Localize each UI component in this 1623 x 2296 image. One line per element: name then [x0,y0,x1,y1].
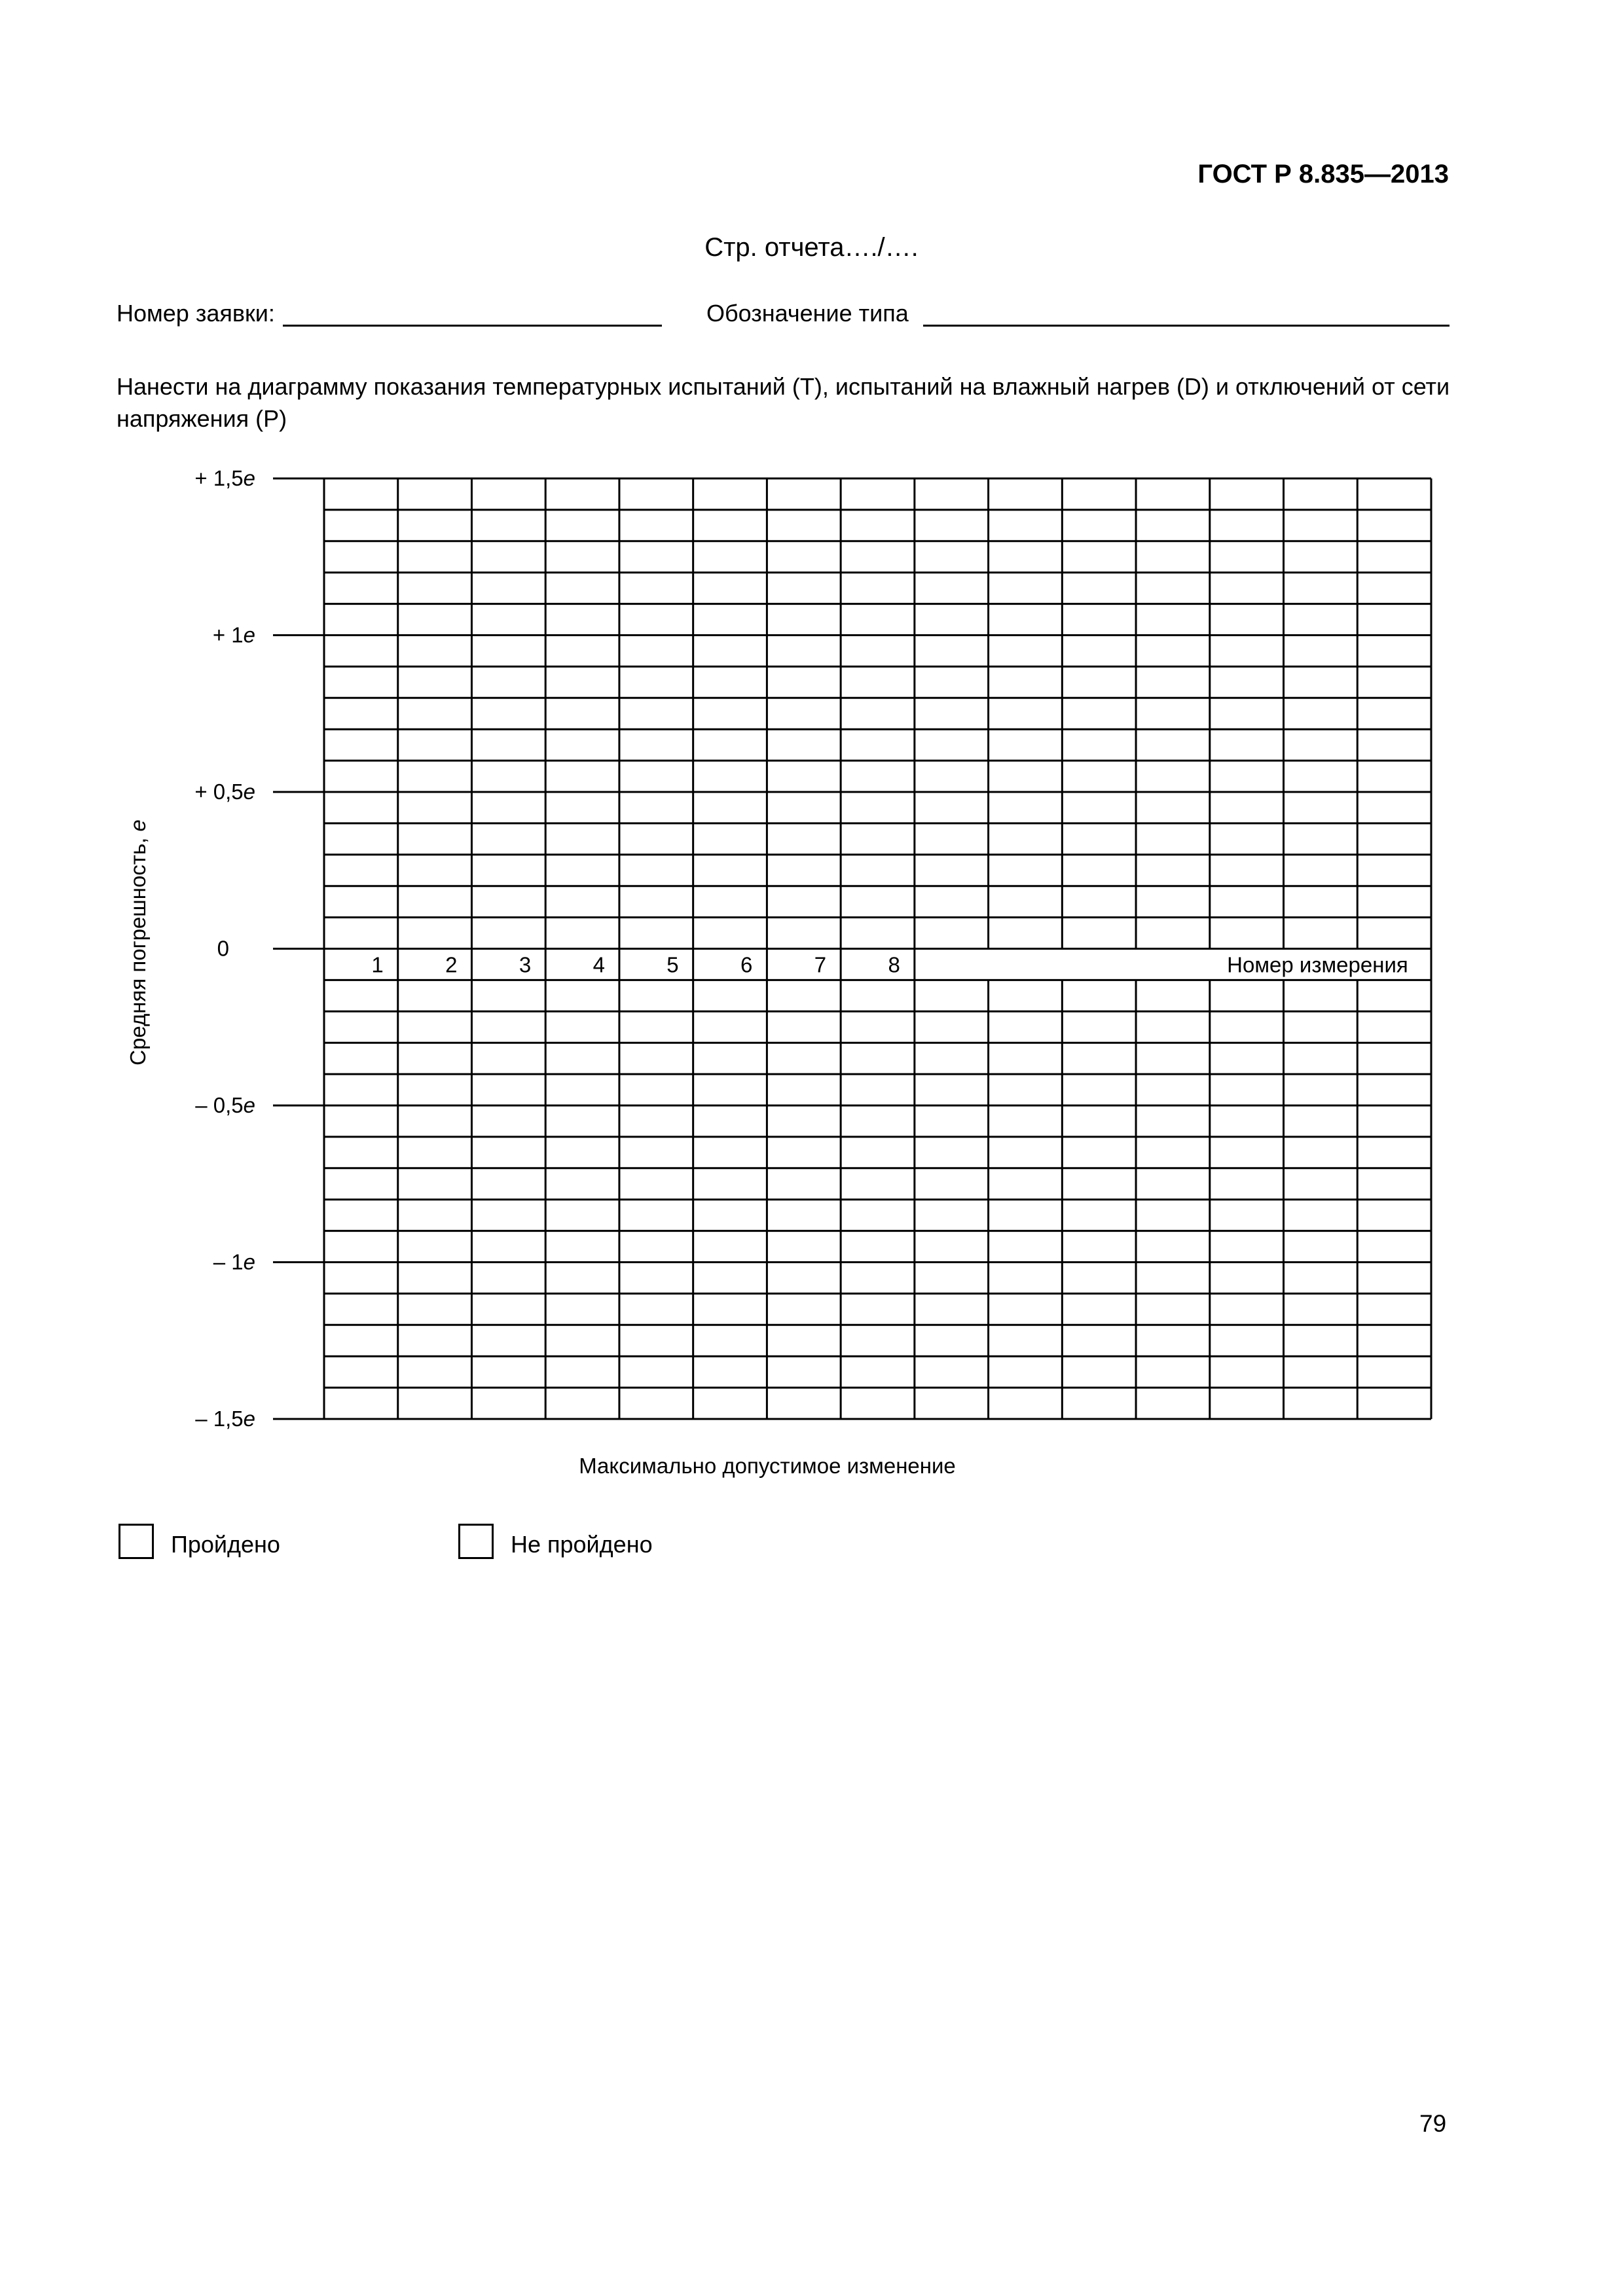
report-page-counter: Стр. отчета…./…. [704,233,919,262]
y-axis-title-text: Средняя погрешность, [126,831,150,1066]
failed-label: Не пройдено [511,1531,653,1558]
y-tick-label: 0 [217,936,229,961]
passed-checkbox[interactable] [119,1524,154,1559]
y-tick-label: – 0,5e [195,1093,255,1117]
x-axis-title: Максимально допустимое изменение [579,1454,956,1478]
standard-code: ГОСТ Р 8.835—2013 [1197,160,1449,188]
y-tick-label: – 1e [213,1249,255,1274]
measurement-number: 4 [593,952,605,977]
y-axis-title-unit: e [126,819,150,832]
y-tick-label: – 1,5e [195,1407,255,1431]
type-designation-label: Обозначение типа [706,300,909,327]
page-number: 79 [1419,2110,1447,2137]
grid [273,478,1431,1419]
measurement-number: 5 [666,952,679,977]
measurement-number: 3 [519,952,532,977]
failed-checkbox[interactable] [458,1524,494,1559]
y-axis-title [126,819,150,1066]
measurement-number-label: Номер измерения [1227,952,1408,977]
application-number-label: Номер заявки: [117,300,275,327]
measurement-number: 6 [740,952,753,977]
measurement-number: 1 [371,952,384,977]
y-tick-label: + 0,5e [194,780,255,804]
instruction-text: Нанести на диаграмму показания температурных испытаний (Т), испытаний на влажный нагрев (D) и отключений от сети напряжения (Р) [117,373,1450,432]
y-tick-label: + 1,5e [194,466,255,490]
measurement-number: 8 [888,952,900,977]
measurement-number: 2 [445,952,458,977]
y-tick-label: + 1e [212,622,255,647]
measurement-number: 7 [814,952,827,977]
passed-label: Пройдено [171,1531,280,1558]
